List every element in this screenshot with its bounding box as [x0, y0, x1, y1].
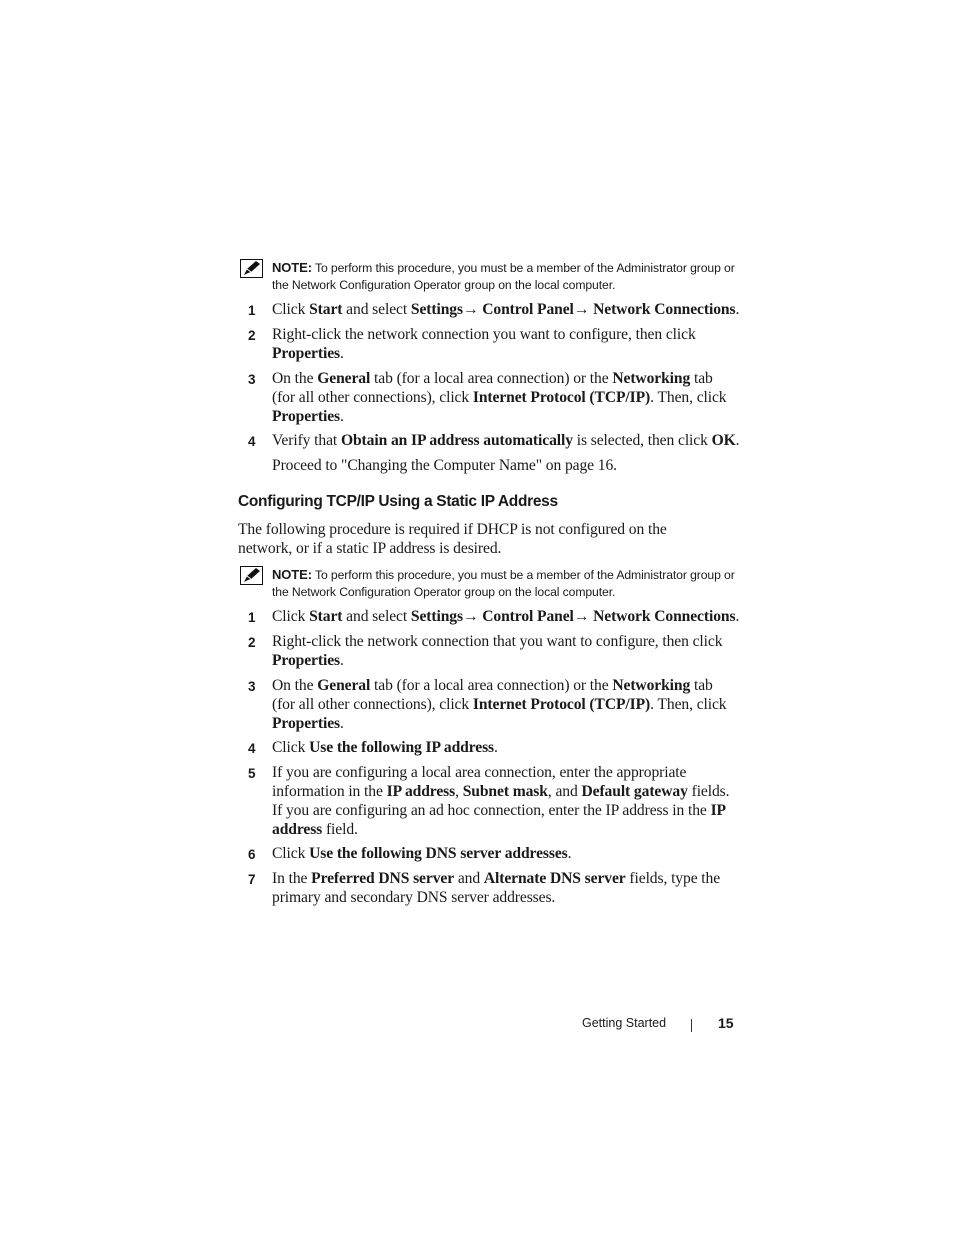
- step-text: Click Use the following DNS server addresses.: [272, 845, 572, 862]
- ui-term: General: [317, 677, 371, 694]
- ui-term: Preferred DNS server: [311, 870, 455, 887]
- step-number: 1: [248, 303, 256, 318]
- ui-term: Networking: [612, 370, 691, 387]
- section-heading: Configuring TCP/IP Using a Static IP Address: [238, 493, 558, 510]
- note-text: [272, 566, 742, 601]
- ui-term: Control Panel: [482, 301, 574, 318]
- ui-term: Control Panel: [482, 608, 574, 625]
- step-number: 3: [248, 679, 256, 694]
- ui-term: Network Connections: [593, 301, 736, 318]
- ui-term: Alternate DNS server: [483, 870, 626, 887]
- ui-term: Settings: [410, 301, 463, 318]
- ui-term: OK: [711, 432, 736, 449]
- ui-term: Default gateway: [581, 783, 688, 800]
- step-text: Click Start and select Settings→ Control Panel→ Network Connections.: [272, 608, 740, 625]
- ui-term: Start: [309, 608, 343, 625]
- step-text: If you are configuring a local area connection, enter the appropriate information in the IP address, Subnet mask, and Default gateway fields. If you are configuring an ad hoc connection, enter the IP address in the IP address field.: [272, 764, 730, 838]
- note-label: NOTE:: [272, 260, 312, 275]
- step-number: 2: [248, 328, 256, 343]
- ui-term: Internet Protocol (TCP/IP): [472, 696, 651, 713]
- step-number: 2: [248, 635, 256, 650]
- ui-term: Start: [309, 301, 343, 318]
- step-number: 4: [248, 741, 256, 756]
- ui-term: Use the following DNS server addresses: [309, 845, 568, 862]
- ui-term: Subnet mask: [462, 783, 548, 800]
- note-pencil-icon: [240, 259, 263, 278]
- ui-term: Obtain an IP address automatically: [340, 432, 573, 449]
- note-body: To perform this procedure, you must be a member of the Administrator group or the Network Configuration Operator group on the local computer.: [272, 261, 735, 292]
- step-text: Click Use the following IP address.: [272, 739, 498, 756]
- note-text: [272, 259, 742, 294]
- ui-term: Properties: [272, 715, 340, 732]
- ui-term: IP address: [386, 783, 456, 800]
- step-number: 6: [248, 847, 256, 862]
- step-text: Right-click the network connection you want to configure, then click Properties.: [272, 326, 696, 362]
- intro-paragraph: The following procedure is required if DHCP is not configured on the network, or if a static IP address is desired.: [238, 521, 667, 557]
- ui-term: Networking: [612, 677, 691, 694]
- note-label: NOTE:: [272, 567, 312, 582]
- step-number: 7: [248, 872, 256, 887]
- ui-term: Use the following IP address: [309, 739, 495, 756]
- step-text: Click Start and select Settings→ Control Panel→ Network Connections.: [272, 301, 740, 318]
- ui-term: Properties: [272, 345, 340, 362]
- proceed-text: Proceed to "Changing the Computer Name" on page 16.: [272, 457, 617, 474]
- ui-term: Settings: [410, 608, 463, 625]
- step-text: On the General tab (for a local area connection) or the Networking tab (for all other connections), click Internet Protocol (TCP/IP). Then, click Properties.: [272, 370, 727, 425]
- ui-term: General: [317, 370, 371, 387]
- step-text: In the Preferred DNS server and Alternate DNS server fields, type the primary and secondary DNS server addresses.: [272, 870, 721, 906]
- note-body: To perform this procedure, you must be a member of the Administrator group or the Network Configuration Operator group on the local computer.: [272, 568, 735, 599]
- ui-term: IP address: [272, 802, 726, 838]
- page-number: 15: [718, 1015, 734, 1031]
- footer-divider: [691, 1019, 692, 1032]
- step-text: On the General tab (for a local area connection) or the Networking tab (for all other connections), click Internet Protocol (TCP/IP). Then, click Properties.: [272, 677, 727, 732]
- step-text: Verify that Obtain an IP address automatically is selected, then click OK.: [272, 432, 740, 449]
- footer-section-title: Getting Started: [582, 1016, 667, 1030]
- ui-term: Network Connections: [593, 608, 736, 625]
- step-number: 4: [248, 434, 256, 449]
- step-number: 3: [248, 372, 256, 387]
- step-text: Right-click the network connection that you want to configure, then click Properties.: [272, 633, 723, 669]
- ui-term: Properties: [272, 652, 340, 669]
- step-number: 5: [248, 766, 256, 781]
- ui-term: Properties: [272, 408, 340, 425]
- note-pencil-icon: [240, 566, 263, 585]
- ui-term: Internet Protocol (TCP/IP): [472, 389, 651, 406]
- step-number: 1: [248, 610, 256, 625]
